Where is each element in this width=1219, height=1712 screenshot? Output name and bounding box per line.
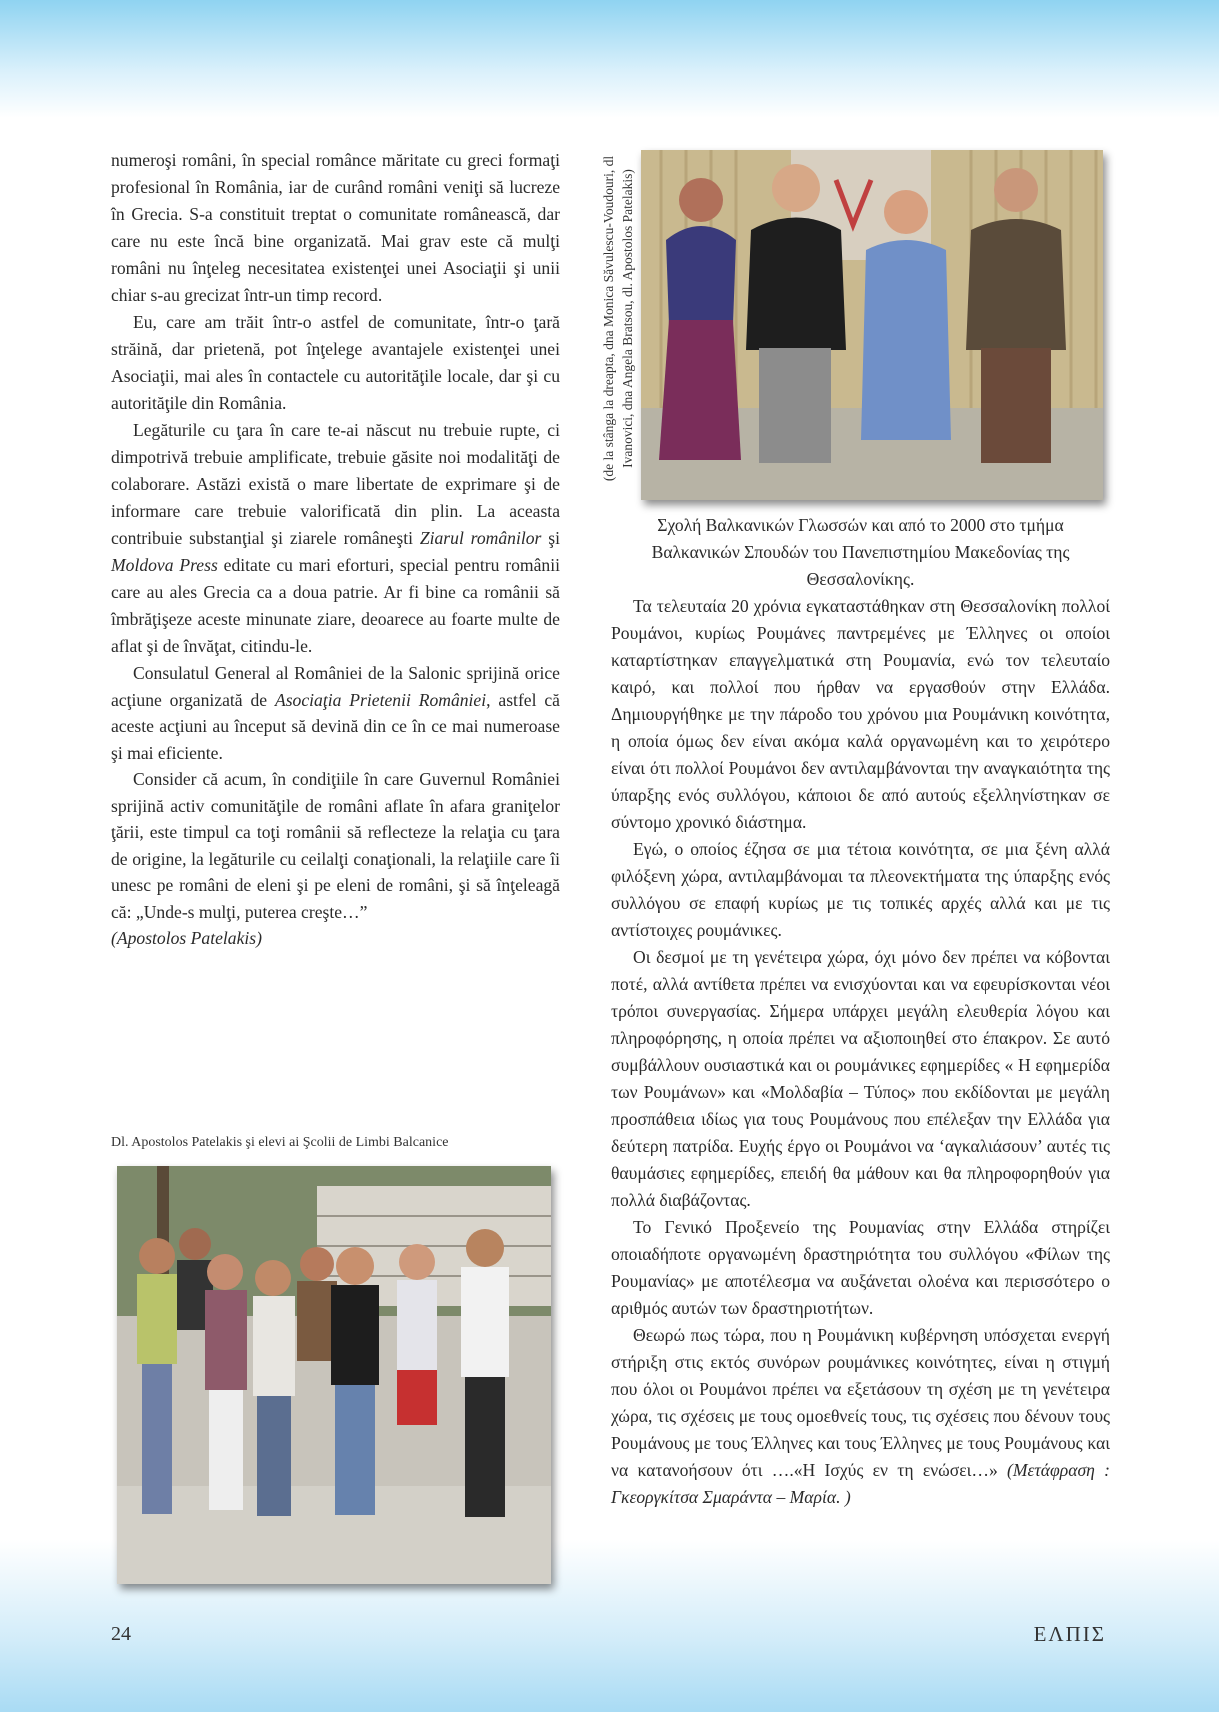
paragraph: Σχολή Βαλκανικών Γλωσσών και από το 2000 στο τμήμα Βαλκανικών Σπουδών του Πανεπιστημίου Μακεδονίας της Θεσσαλονίκης.	[651, 515, 1070, 589]
newspaper-name: Moldova Press	[111, 555, 218, 575]
right-column-text	[611, 512, 1110, 1511]
photo-caption: Dl. Apostolos Patelakis şi elevi ai Şcolii de Limbi Balcanice	[111, 1135, 449, 1150]
paragraph: Legăturile cu ţara în care te-ai născut nu trebuie rupte, ci dimpotrivă trebuie amplificate, trebuie găsite noi modalităţi de colaborare. Astăzi există o mare libertate de exprimare şi de informare care trebuie valorificată din plin. La aceasta contribuie substanţial şi ziarele româneşti Ziarul românilor şi Moldova Press editate cu mari eforturi, special pentru românii care au ales Grecia ca a doua patrie. Ar fi bine ca românii să îmbrăţişeze aceste minunate ziare, deoarece au foarte multe de aflat şi de învăţat, citindu-le.	[111, 420, 560, 656]
paragraph: Consider că acum, în condiţiile în care Guvernul României sprijină activ comunităţile de români aflate în afara graniţelor ţării, este timpul ca toţi românii să reflecteze la relaţia cu ţara de origine, la legăturile cu ceilalţi conaţionali, la relaţiile care îi unesc pe români de eleni şi pe eleni de români, şi să înţeleagă că: „Unde-s mulţi, puterea creşte…”	[111, 769, 560, 922]
magazine-name: ΕΛΠΙΣ	[1033, 1622, 1106, 1646]
newspaper-name: Ziarul românilor	[419, 528, 542, 548]
paragraph: numeroşi români, în special românce măritate cu greci formaţi profesional în România, iar de curând români veniţi să lucreze în Grecia. S-a constituit treptat o comunitate românească, dar care nu este încă bine organizată. Mai grav este că mulţi români nu înţeleg necesitatea existenţei unei Asociaţii şi unii chiar s-au grecizat într-un timp record.	[111, 150, 560, 305]
page-number: 24	[111, 1623, 131, 1645]
author-signature: (Apostolos Patelakis)	[111, 928, 262, 948]
group-photo-students	[117, 1166, 551, 1584]
paragraph: Εγώ, ο οποίος έζησα σε μια τέτοια κοινότητα, σε μια ξένη αλλά φιλόξενη χώρα, αντιλαμβάνομαι τα πλεονεκτήματα της ύπαρξης ενός συλλόγου σε επαφή κυρίως με τις τοπικές αρχές αλλά και με τις αντίστοιχες ρουμάνικες.	[611, 839, 1110, 940]
paragraph: Eu, care am trăit într-o astfel de comunitate, într-o ţară străină, dar prietenă, pot înţelege avantajele existenţei unei Asociaţii, mai ales în contactele cu autorităţile locale, dar şi cu autorităţile din România.	[111, 312, 560, 413]
paragraph: Οι δεσμοί με τη γενέτειρα χώρα, όχι μόνο δεν πρέπει να κόβονται ποτέ, αλλά αντίθετα πρέπει να ενισχύονται και να εφευρίσκονται νέοι τρόποι συνεργασίας. Σήμερα υπάρχει μεγάλη ελευθερία λόγου και πληροφόρησης, η οποία πρέπει να αξιοποιηθεί στο έπακρον. Σε αυτό συμβάλλουν ουσιαστικά και οι ρουμάνικες εφημερίδες « Η εφημερίδα των Ρουμάνων» και «Μολδαβία – Τύπος» που εκδίδονται με μεγάλη προσπάθεια ιδίως για τους Ρουμάνους που επέλεξαν την Ελλάδα για δεύτερη πατρίδα. Ευχής έργο οι Ρουμάνοι να ‘αγκαλιάσουν’ αυτές τις θαυμάσιες εφημερίδες, επειδή θα μάθουν και θα πληροφορηθούν για πολλά διαβάζοντας.	[611, 947, 1110, 1210]
paragraph: Τα τελευταία 20 χρόνια εγκαταστάθηκαν στη Θεσσαλονίκη πολλοί Ρουμάνοι, κυρίως Ρουμάνες παντρεμένες με Έλληνες οι οποίοι καταρτίστηκαν επαγγελματικά στη Ρουμανία, ενώ τον τελευταίο καιρό, και πολλοί που ήρθαν να εργασθούν στην Ελλάδα. Δημιουργήθηκε με την πάροδο του χρόνου μια Ρουμάνικη κοινότητα, η οποία όμως δεν είναι ακόμα καλά οργανωμένη και το χειρότερο είναι ότι πολλοί Ρουμάνοι δεν αντιλαμβάνονται την αναγκαιότητα της ύπαρξης ενός συλλόγου, κάποιοι δε από αυτούς εξελληνίστηκαν σε σύντομο χρονικό διάστημα.	[611, 596, 1110, 832]
group-photo-four-people	[641, 150, 1103, 500]
paragraph: Το Γενικό Προξενείο της Ρουμανίας στην Ελλάδα στηρίζει οποιαδήποτε οργανωμένη δραστηριότητα του συλλόγου «Φίλων της Ρουμανίας» με αποτέλεσμα να αυξάνεται ολοένα και περισσότερο ο αριθμός αυτών των δραστηριοτήτων.	[611, 1217, 1110, 1318]
association-name: Asociaţia Prietenii României	[274, 689, 487, 710]
left-column-text	[111, 147, 560, 952]
photo-caption-vertical: (de la stânga la dreapta, dna Monica Săvulescu-Voudouri, dl Ivanovici, dna Angela Bratsou, dl. Apostolos Patelakis)	[601, 155, 635, 482]
paragraph: Θεωρώ πως τώρα, που η Ρουμάνικη κυβέρνηση υπόσχεται ενεργή στήριξη στις εκτός συνόρων ρουμάνικες κοινότητες, είναι η στιγμή που όλοι οι Ρουμάνοι πρέπει να εξετάσουν τη σχέση με τη γενέτειρα χώρα, τις σχέσεις με τους ομοεθνείς τους, τις σχέσεις που δένουν τους Ρουμάνους με τους Έλληνες και τους Έλληνες με τους Ρουμάνους και να κατανοήσουν ότι ….«Η Ισχύς εν τη ενώσει…» (Μετάφραση : Γκεοργκίτσα Σμαράντα – Μαρία. )	[611, 1325, 1110, 1507]
paragraph: Consulatul General al României de la Salonic sprijină orice acţiune organizată de Asociaţia Prietenii României, astfel că aceste acţiuni au început să devină din ce în ce mai numeroase şi mai eficiente.	[111, 663, 560, 763]
translator-credit: (Μετάφραση : Γκεοργκίτσα Σμαράντα – Μαρία. )	[611, 1460, 1110, 1507]
